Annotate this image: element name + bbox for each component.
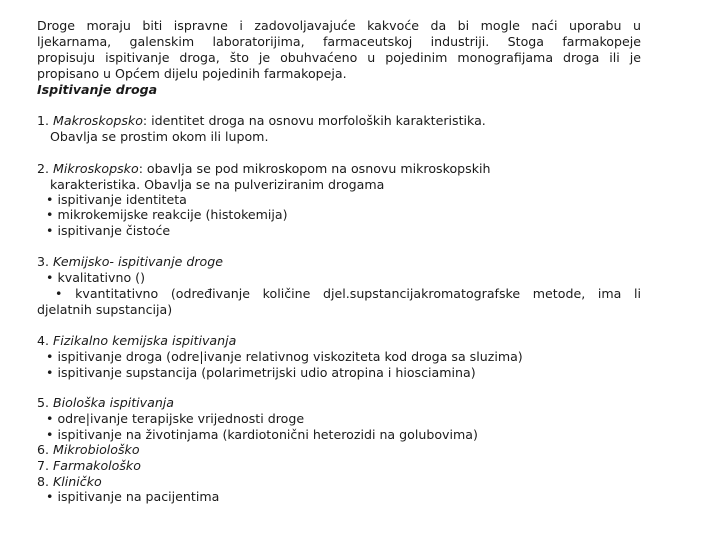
bullet-item <box>46 365 476 381</box>
bullet-text: mikrokemijske reakcije (histokemija) <box>57 207 288 222</box>
bullet-icon: • <box>46 207 54 222</box>
list-item-7 <box>37 458 141 474</box>
bullet-icon: • <box>46 349 54 364</box>
bullet-item <box>46 207 288 223</box>
bullet-item <box>46 411 304 427</box>
section-heading: Ispitivanje droga <box>37 82 158 97</box>
bullet-item <box>46 223 170 239</box>
bullet-text: kvalitativno () <box>57 270 145 285</box>
item-number: 7. <box>37 458 54 473</box>
bullet-text: ispitivanje identiteta <box>57 192 187 207</box>
list-item-8 <box>37 474 102 490</box>
bullet-icon: • <box>46 365 54 380</box>
item-number: 3. <box>37 254 54 269</box>
item-title: Biološka ispitivanja <box>53 395 175 410</box>
bullet-item <box>46 489 219 505</box>
item-text: Obavlja se prostim okom ili lupom. <box>50 129 269 144</box>
item-text: : identitet droga na osnovu morfoloških karakteristika. <box>142 113 486 128</box>
bullet-icon: • <box>46 223 54 238</box>
bullet-text: ispitivanje na pacijentima <box>57 489 220 504</box>
list-item-6 <box>37 442 140 458</box>
list-item-1 <box>37 113 486 129</box>
item-number: 8. <box>37 474 54 489</box>
item-number: 4. <box>37 333 54 348</box>
item-number: 2. <box>37 161 54 176</box>
bullet-item <box>46 270 145 286</box>
list-item-5 <box>37 395 174 411</box>
bullet-text: odre|ivanje terapijske vrijednosti droge <box>57 411 305 426</box>
item-title: Mikroskopsko <box>53 161 139 176</box>
item-text: karakteristika. Obavlja se na pulveriziranim drogama <box>50 177 385 192</box>
bullet-item <box>46 349 523 365</box>
bullet-icon: • <box>46 411 54 426</box>
bullet-text: ispitivanje droga (odre|ivanje relativnog viskoziteta kod droga sa sluzima) <box>57 349 523 364</box>
bullet-item <box>46 192 187 208</box>
bullet-icon: • <box>46 427 54 442</box>
intro-line: ljekarnama, galenskim laboratorijima, farmaceutskoj industriji. Stoga farmakopeje <box>37 34 641 49</box>
intro-line: propisano u Općem dijelu pojedinih farmakopeja. <box>37 66 347 81</box>
list-item-3 <box>37 254 223 270</box>
item-number: 6. <box>37 442 54 457</box>
list-item-4 <box>37 333 236 349</box>
item-text: : obavlja se pod mikroskopom na osnovu mikroskopskih <box>138 161 491 176</box>
bullet-item <box>46 427 478 443</box>
item-title: Makroskopsko <box>53 113 143 128</box>
bullet-item <box>55 286 641 302</box>
item-title: Mikrobiološko <box>53 442 140 457</box>
item-title: Fizikalno kemijska ispitivanja <box>53 333 237 348</box>
bullet-text: ispitivanje na životinjama (kardiotonični heterozidi na golubovima) <box>57 427 478 442</box>
bullet-continuation: djelatnih supstancija) <box>37 302 173 317</box>
bullet-icon: • <box>46 489 54 504</box>
item-number: 5. <box>37 395 54 410</box>
bullet-text: kvantitativno (određivanje količine djel.supstancijakromatografske metode, ima li <box>75 286 641 301</box>
bullet-text: ispitivanje supstancija (polarimetrijski udio atropina i hiosciamina) <box>57 365 476 380</box>
list-item-2 <box>37 161 490 177</box>
intro-line: Droge moraju biti ispravne i zadovoljavajuće kakvoće da bi mogle naći uporabu u <box>37 18 641 33</box>
bullet-text: ispitivanje čistoće <box>57 223 171 238</box>
item-title: Kemijsko- ispitivanje droge <box>53 254 223 269</box>
bullet-icon: • <box>55 286 63 301</box>
bullet-icon: • <box>46 270 54 285</box>
item-title: Kliničko <box>53 474 102 489</box>
item-title: Farmakološko <box>53 458 141 473</box>
item-number: 1. <box>37 113 54 128</box>
intro-line: propisuju ispitivanje droga, što je obuhvaćeno u pojedinim monografijama droga ili je <box>37 50 641 65</box>
bullet-icon: • <box>46 192 54 207</box>
